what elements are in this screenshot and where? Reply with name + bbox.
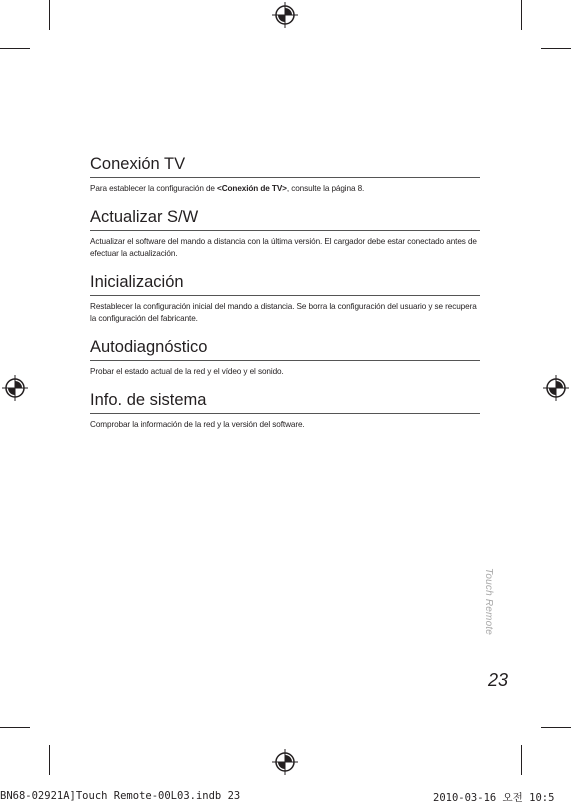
section-text [90, 183, 480, 195]
registration-mark-icon [2, 375, 28, 401]
section-title: Info. de sistema [90, 390, 480, 414]
section-text: Actualizar el software del mando a distancia con la última versión. El cargador debe estar conectado antes de efectuar la actualización. [90, 237, 477, 258]
registration-mark-icon [272, 2, 298, 28]
print-slug-file: BN68-02921A]Touch Remote-00L03.indb 23 [0, 790, 241, 802]
section-text: Restablecer la configuración inicial del mando a distancia. Se borra la configuración del usuario y se recupera la configuración del fabricante. [90, 302, 477, 323]
crop-mark-top-left-vertical [49, 0, 50, 30]
registration-mark-icon [543, 375, 569, 401]
section-title: Actualizar S/W [90, 207, 480, 231]
crop-mark-bottom-right-vertical [521, 745, 522, 775]
section-conexion-tv [90, 154, 480, 195]
section-text: Probar el estado actual de la red y el vídeo y el sonido. [90, 367, 284, 376]
crop-mark-bottom-left-horizontal [0, 727, 30, 728]
side-chapter-label: Touch Remote [483, 568, 494, 636]
section-title: Autodiagnóstico [90, 337, 480, 361]
section-title: Inicialización [90, 272, 480, 296]
page-number: 23 [487, 670, 508, 690]
section-info-sistema [90, 390, 480, 431]
registration-mark-icon [272, 749, 298, 775]
settings-descriptions [90, 154, 480, 443]
print-slug-date: 2010-03-16 오전 10:5 [433, 792, 555, 804]
section-title: Conexión TV [90, 154, 480, 178]
section-autodiagnostico [90, 337, 480, 378]
crop-mark-top-right-vertical [521, 0, 522, 30]
crop-mark-bottom-right-horizontal [541, 727, 571, 728]
section-text: Comprobar la información de la red y la versión del software. [90, 420, 305, 429]
crop-mark-top-left-horizontal [0, 48, 30, 49]
section-actualizar-sw [90, 207, 480, 260]
section-text-part: Para establecer la configuración de [90, 184, 218, 193]
crop-mark-bottom-left-vertical [49, 745, 50, 775]
section-text-bold: <Conexión de TV> [217, 184, 287, 193]
section-text-part: , consulte la página 8. [286, 184, 365, 193]
crop-mark-top-right-horizontal [541, 48, 571, 49]
section-inicializacion [90, 272, 480, 325]
